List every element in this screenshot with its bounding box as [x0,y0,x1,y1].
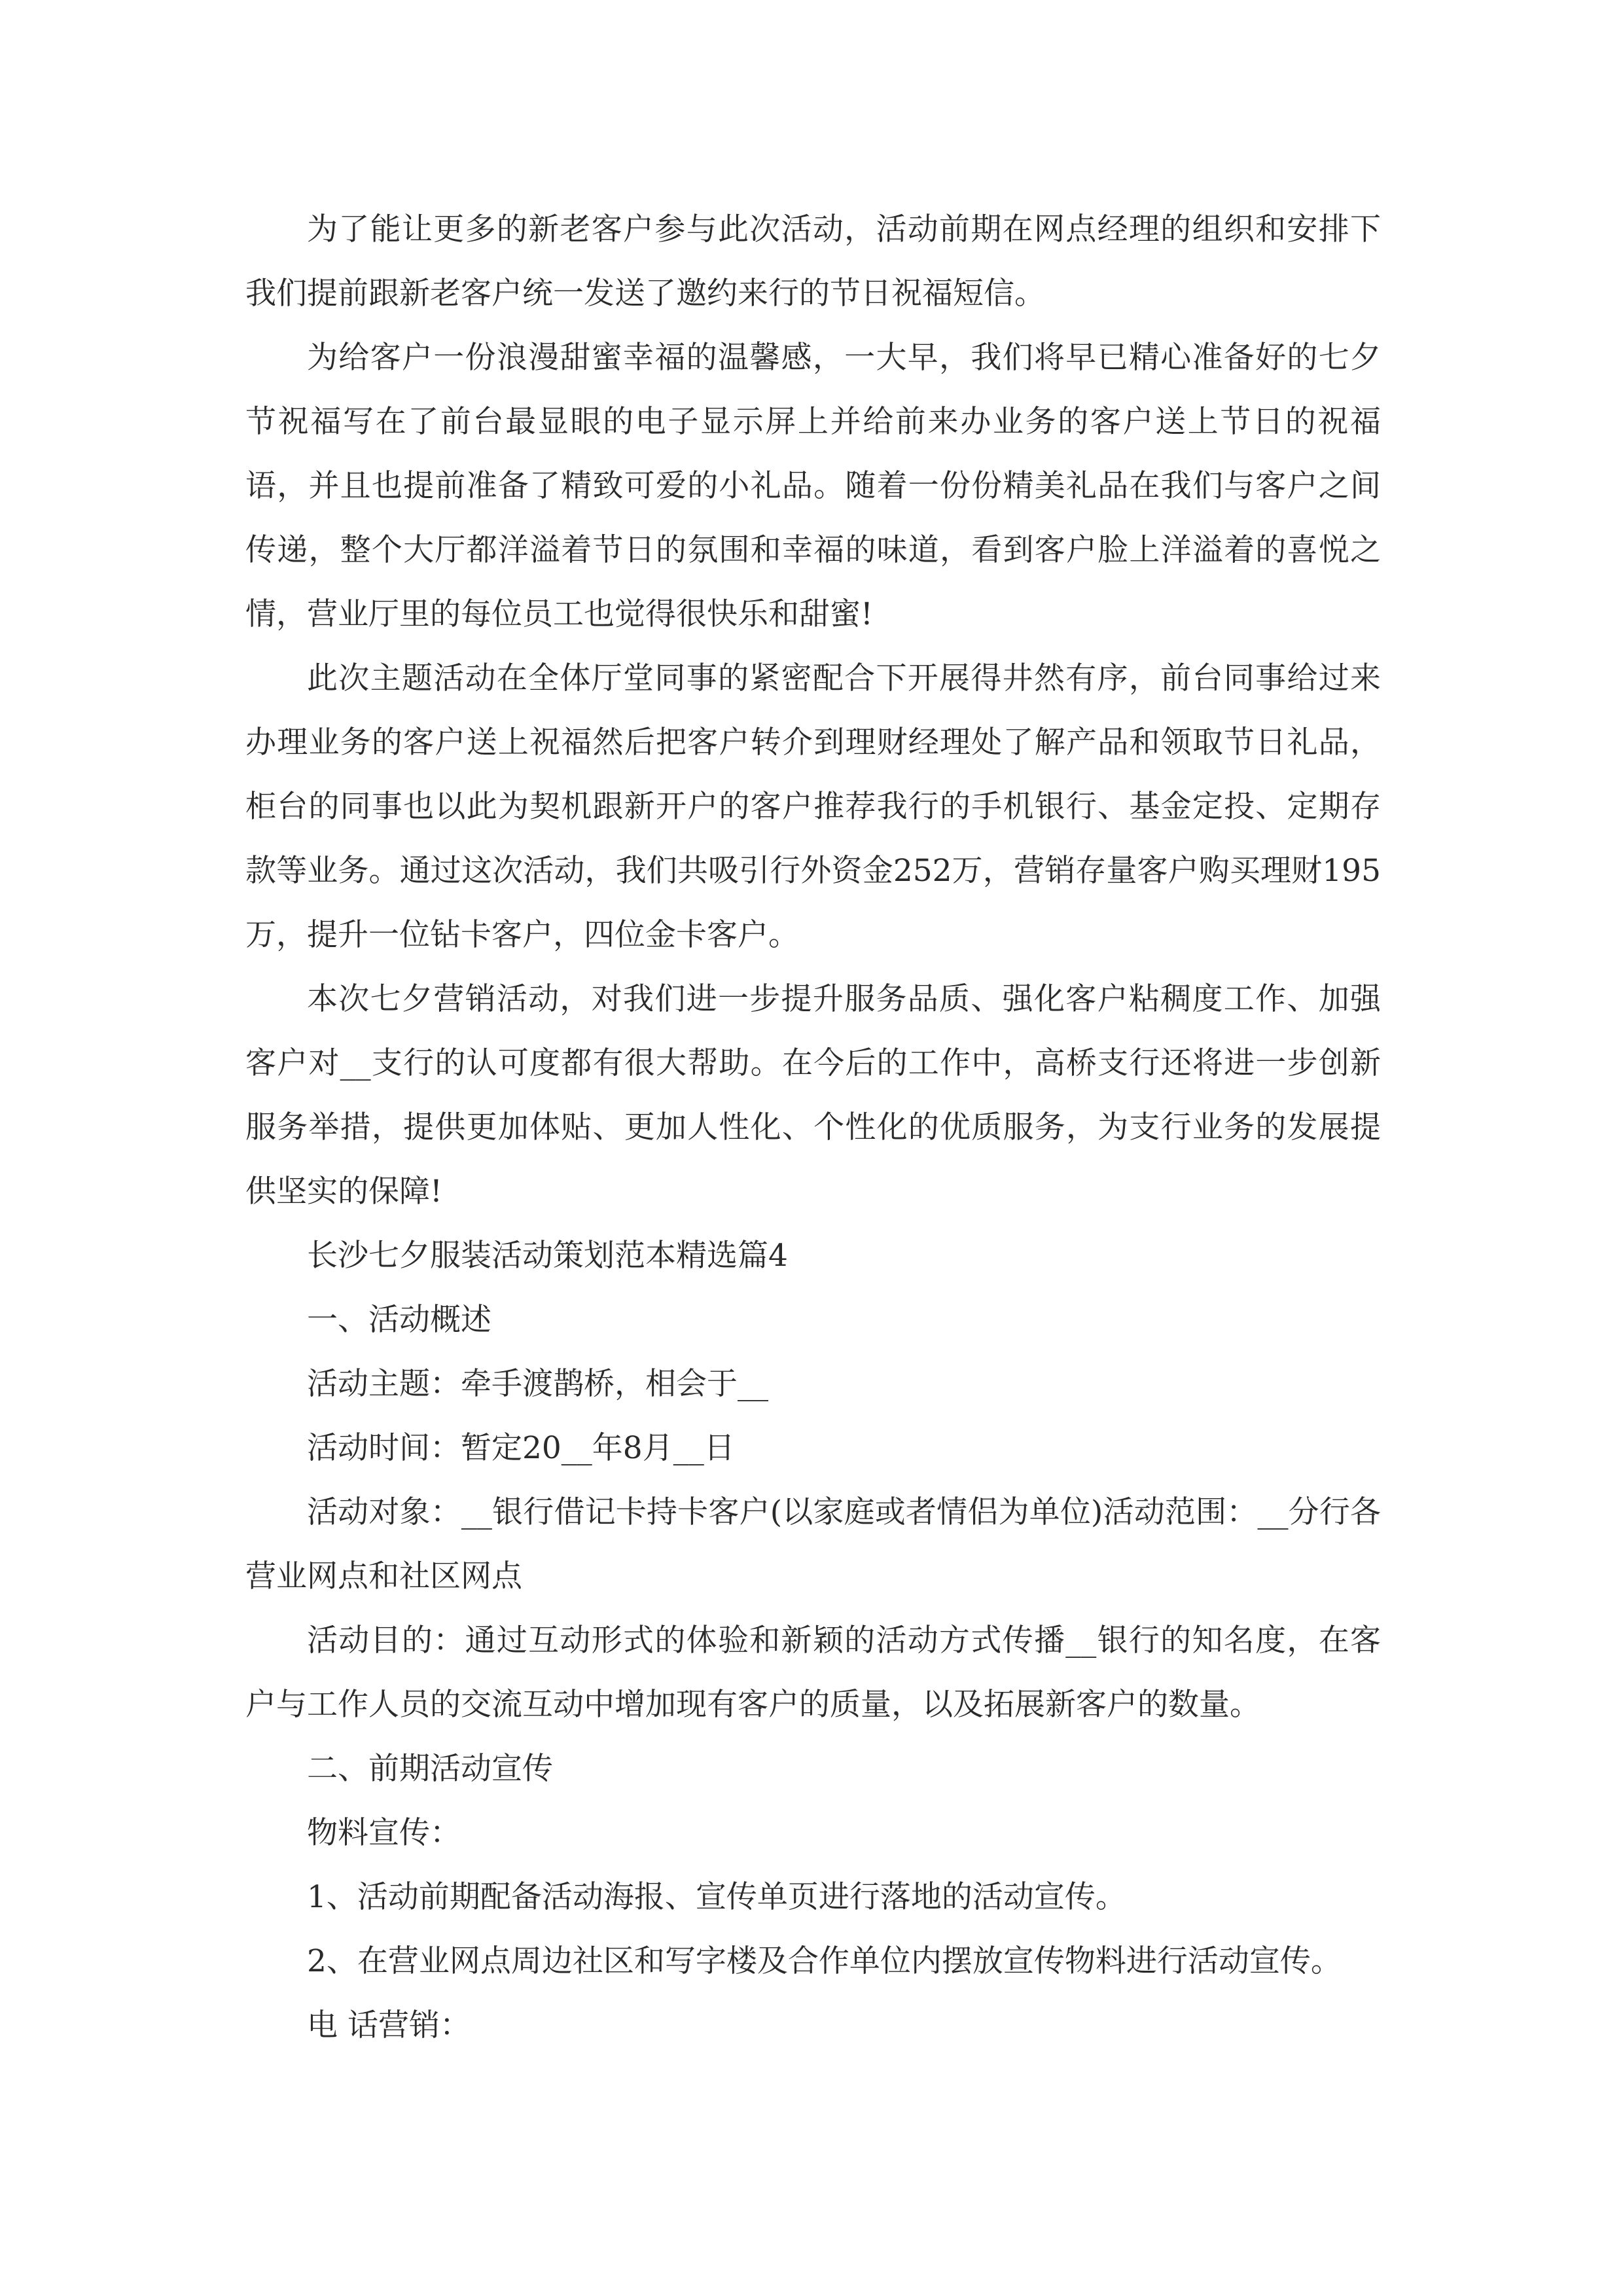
paragraph-blessing: 为给客户一份浪漫甜蜜幸福的温馨感，一大早，我们将早已精心准备好的七夕节祝福写在了前台最显眼的电子显示屏上并给前来办业务的客户送上节日的祝福语，并且也提前准备了精致可爱的小礼品。随着一份份精美礼品在我们与客户之间传递，整个大厅都洋溢着节日的氛围和幸福的味道，看到客户脸上洋溢着的喜悦之情，营业厅里的每位员工也觉得很快乐和甜蜜! [245,340,1381,632]
document-body [245,198,1381,2058]
list-item-1: 1、活动前期配备活动海报、宣传单页进行落地的活动宣传。 [307,1879,1126,1915]
material-promotion-label: 物料宣传： [307,1815,461,1851]
list-item-2: 2、在营业网点周边社区和写字楼及合作单位内摆放宣传物料进行活动宣传。 [307,1943,1342,1979]
activity-theme: 活动主题：牵手渡鹊桥，相会于__ [307,1366,768,1402]
activity-time: 活动时间：暂定20__年8月__日 [307,1430,735,1466]
heading-promotion: 二、前期活动宣传 [307,1751,553,1787]
paragraph-summary: 本次七夕营销活动，对我们进一步提升服务品质、强化客户粘稠度工作、加强客户对__支行的认可度都有很大帮助。在今后的工作中，高桥支行还将进一步创新服务举措，提供更加体贴、更加人性化、个性化的优质服务，为支行业务的发展提供坚实的保障! [245,981,1381,1210]
section-title: 长沙七夕服装活动策划范本精选篇4 [307,1238,788,1274]
paragraph-results: 此次主题活动在全体厅堂同事的紧密配合下开展得井然有序，前台同事给过来办理业务的客户送上祝福然后把客户转介到理财经理处了解产品和领取节日礼品，柜台的同事也以此为契机跟新开户的客户推荐我行的手机银行、基金定投、定期存款等业务。通过这次活动，我们共吸引行外资金252万，营销存量客户购买理财195万，提升一位钻卡客户，四位金卡客户。 [245,660,1381,953]
heading-overview: 一、活动概述 [307,1302,491,1338]
activity-purpose: 活动目的：通过互动形式的体验和新颖的活动方式传播__银行的知名度，在客户与工作人员的交流互动中增加现有客户的质量，以及拓展新客户的数量。 [245,1623,1381,1723]
activity-target: 活动对象：__银行借记卡持卡客户(以家庭或者情侣为单位)活动范围：__分行各营业网点和社区网点 [245,1494,1381,1594]
phone-marketing-label: 电 话营销： [307,2007,471,2043]
paragraph-invitation: 为了能让更多的新老客户参与此次活动，活动前期在网点经理的组织和安排下我们提前跟新老客户统一发送了邀约来行的节日祝福短信。 [245,211,1381,312]
